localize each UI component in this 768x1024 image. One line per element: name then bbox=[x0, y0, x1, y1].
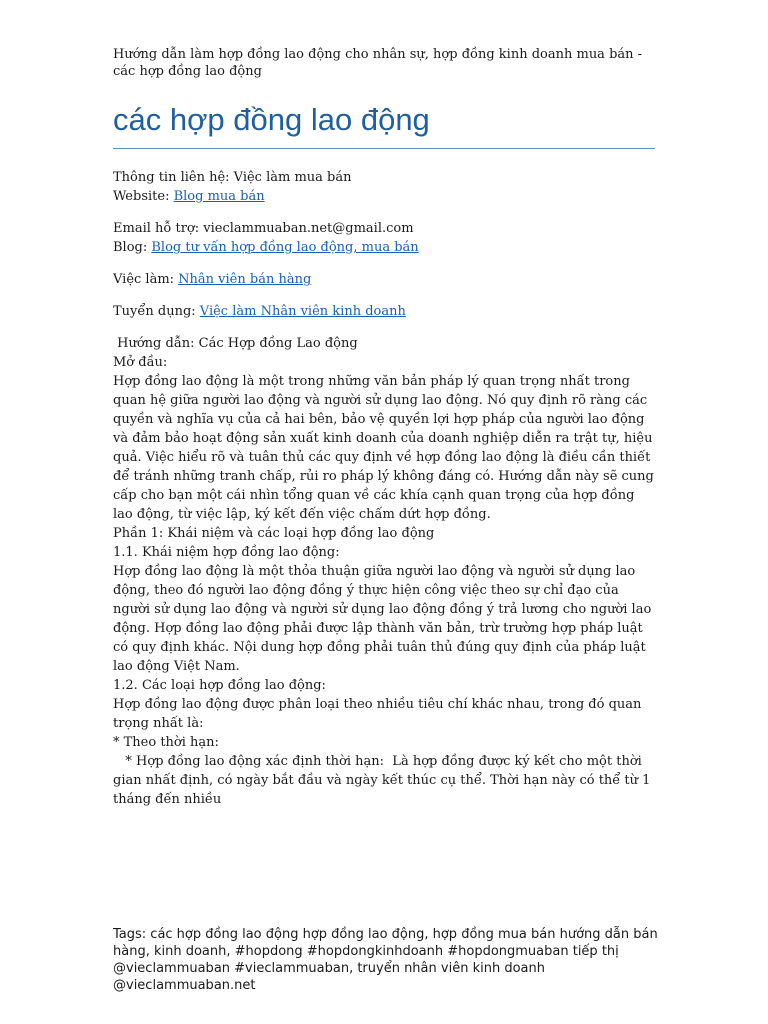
job-label: Việc làm: bbox=[113, 272, 179, 287]
blog-line bbox=[113, 238, 658, 257]
blog-link[interactable]: Blog tư vấn hợp đồng lao động, mua bán bbox=[151, 240, 419, 255]
section-1-2-heading: 1.2. Các loại hợp đồng lao động: bbox=[113, 678, 326, 693]
page-title: các hợp đồng lao động bbox=[113, 102, 430, 137]
term-bullet: * Theo thời hạn: bbox=[113, 735, 219, 750]
section-1-1-paragraph: Hợp đồng lao động là một thỏa thuận giữa người lao động và người sử dụng lao động, theo đó người lao động đồng ý thực hiện công việc theo sự chỉ đạo của người sử dụng lao động và người sử dụng lao động đồng ý trả lương cho người lao động. Hợp đồng lao động phải được lập thành văn bản, trừ trường hợp pháp luật có quy định khác. Nội dung hợp đồng phải tuân thủ đúng quy định của pháp luật lao động Việt Nam. bbox=[113, 564, 652, 674]
document-page bbox=[113, 46, 658, 807]
contact-block bbox=[113, 168, 658, 353]
part1-heading: Phần 1: Khái niệm và các loại hợp đồng lao động bbox=[113, 526, 435, 541]
section-1-1-heading: 1.1. Khái niệm hợp đồng lao động: bbox=[113, 545, 340, 560]
website-line bbox=[113, 187, 658, 206]
document-header: Hướng dẫn làm hợp đồng lao động cho nhân sự, hợp đồng kinh doanh mua bán - các hợp đồng lao động bbox=[113, 47, 643, 79]
recruit-line bbox=[113, 302, 658, 321]
fixed-term-clip bbox=[113, 752, 658, 807]
blog-label: Blog: bbox=[113, 240, 152, 255]
intro-heading: Mở đầu: bbox=[113, 355, 168, 370]
guide-line: Hướng dẫn: Các Hợp đồng Lao động bbox=[113, 336, 358, 351]
job-link[interactable]: Nhân viên bán hàng bbox=[178, 272, 312, 287]
recruit-label: Tuyển dụng: bbox=[113, 304, 200, 319]
intro-paragraph: Hợp đồng lao động là một trong những văn bản pháp lý quan trọng nhất trong quan hệ giữa người lao động và người sử dụng lao động. Nó quy định rõ ràng các quyền và nghĩa vụ của cả hai bên, bảo vệ quyền lợi hợp pháp của người lao động và đảm bảo hoạt động sản xuất kinh doanh của doanh nghiệp diễn ra trật tự, hiệu quả. Việc hiểu rõ và tuân thủ các quy định về hợp đồng lao động là điều cần thiết để tránh những tranh chấp, rủi ro pháp lý không đáng có. Hướng dẫn này sẽ cung cấp cho bạn một cái nhìn tổng quan về các khía cạnh quan trọng của hợp đồng lao động, từ việc lập, ký kết đến việc chấm dứt hợp đồng. bbox=[113, 374, 654, 522]
contact-info: Thông tin liên hệ: Việc làm mua bán bbox=[113, 170, 352, 185]
website-label: Website: bbox=[113, 189, 174, 204]
recruit-link[interactable]: Việc làm Nhân viên kinh doanh bbox=[199, 304, 406, 319]
job-line bbox=[113, 270, 658, 289]
fixed-term-paragraph: * Hợp đồng lao động xác định thời hạn: Là hợp đồng được ký kết cho một thời gian nhất định, có ngày bắt đầu và ngày kết thúc cụ thể. Thời hạn này có thể từ 1 tháng đến nhiều bbox=[113, 754, 655, 807]
title-divider bbox=[113, 148, 655, 149]
website-link[interactable]: Blog mua bán bbox=[173, 189, 265, 204]
email-line: Email hỗ trợ: vieclammuaban.net@gmail.com bbox=[113, 221, 414, 236]
tags-footer: Tags: các hợp đồng lao động hợp đồng lao động, hợp đồng mua bán hướng dẫn bán hàng, kinh doanh, #hopdong #hopdongkinhdoanh #hopdongmuaban tiếp thị @vieclammuaban #vieclammuaban, truyển nhân viên kinh doanh @vieclammuaban.net bbox=[113, 927, 658, 993]
section-1-2-paragraph: Hợp đồng lao động được phân loại theo nhiều tiêu chí khác nhau, trong đó quan trọng nhất là: bbox=[113, 697, 642, 731]
